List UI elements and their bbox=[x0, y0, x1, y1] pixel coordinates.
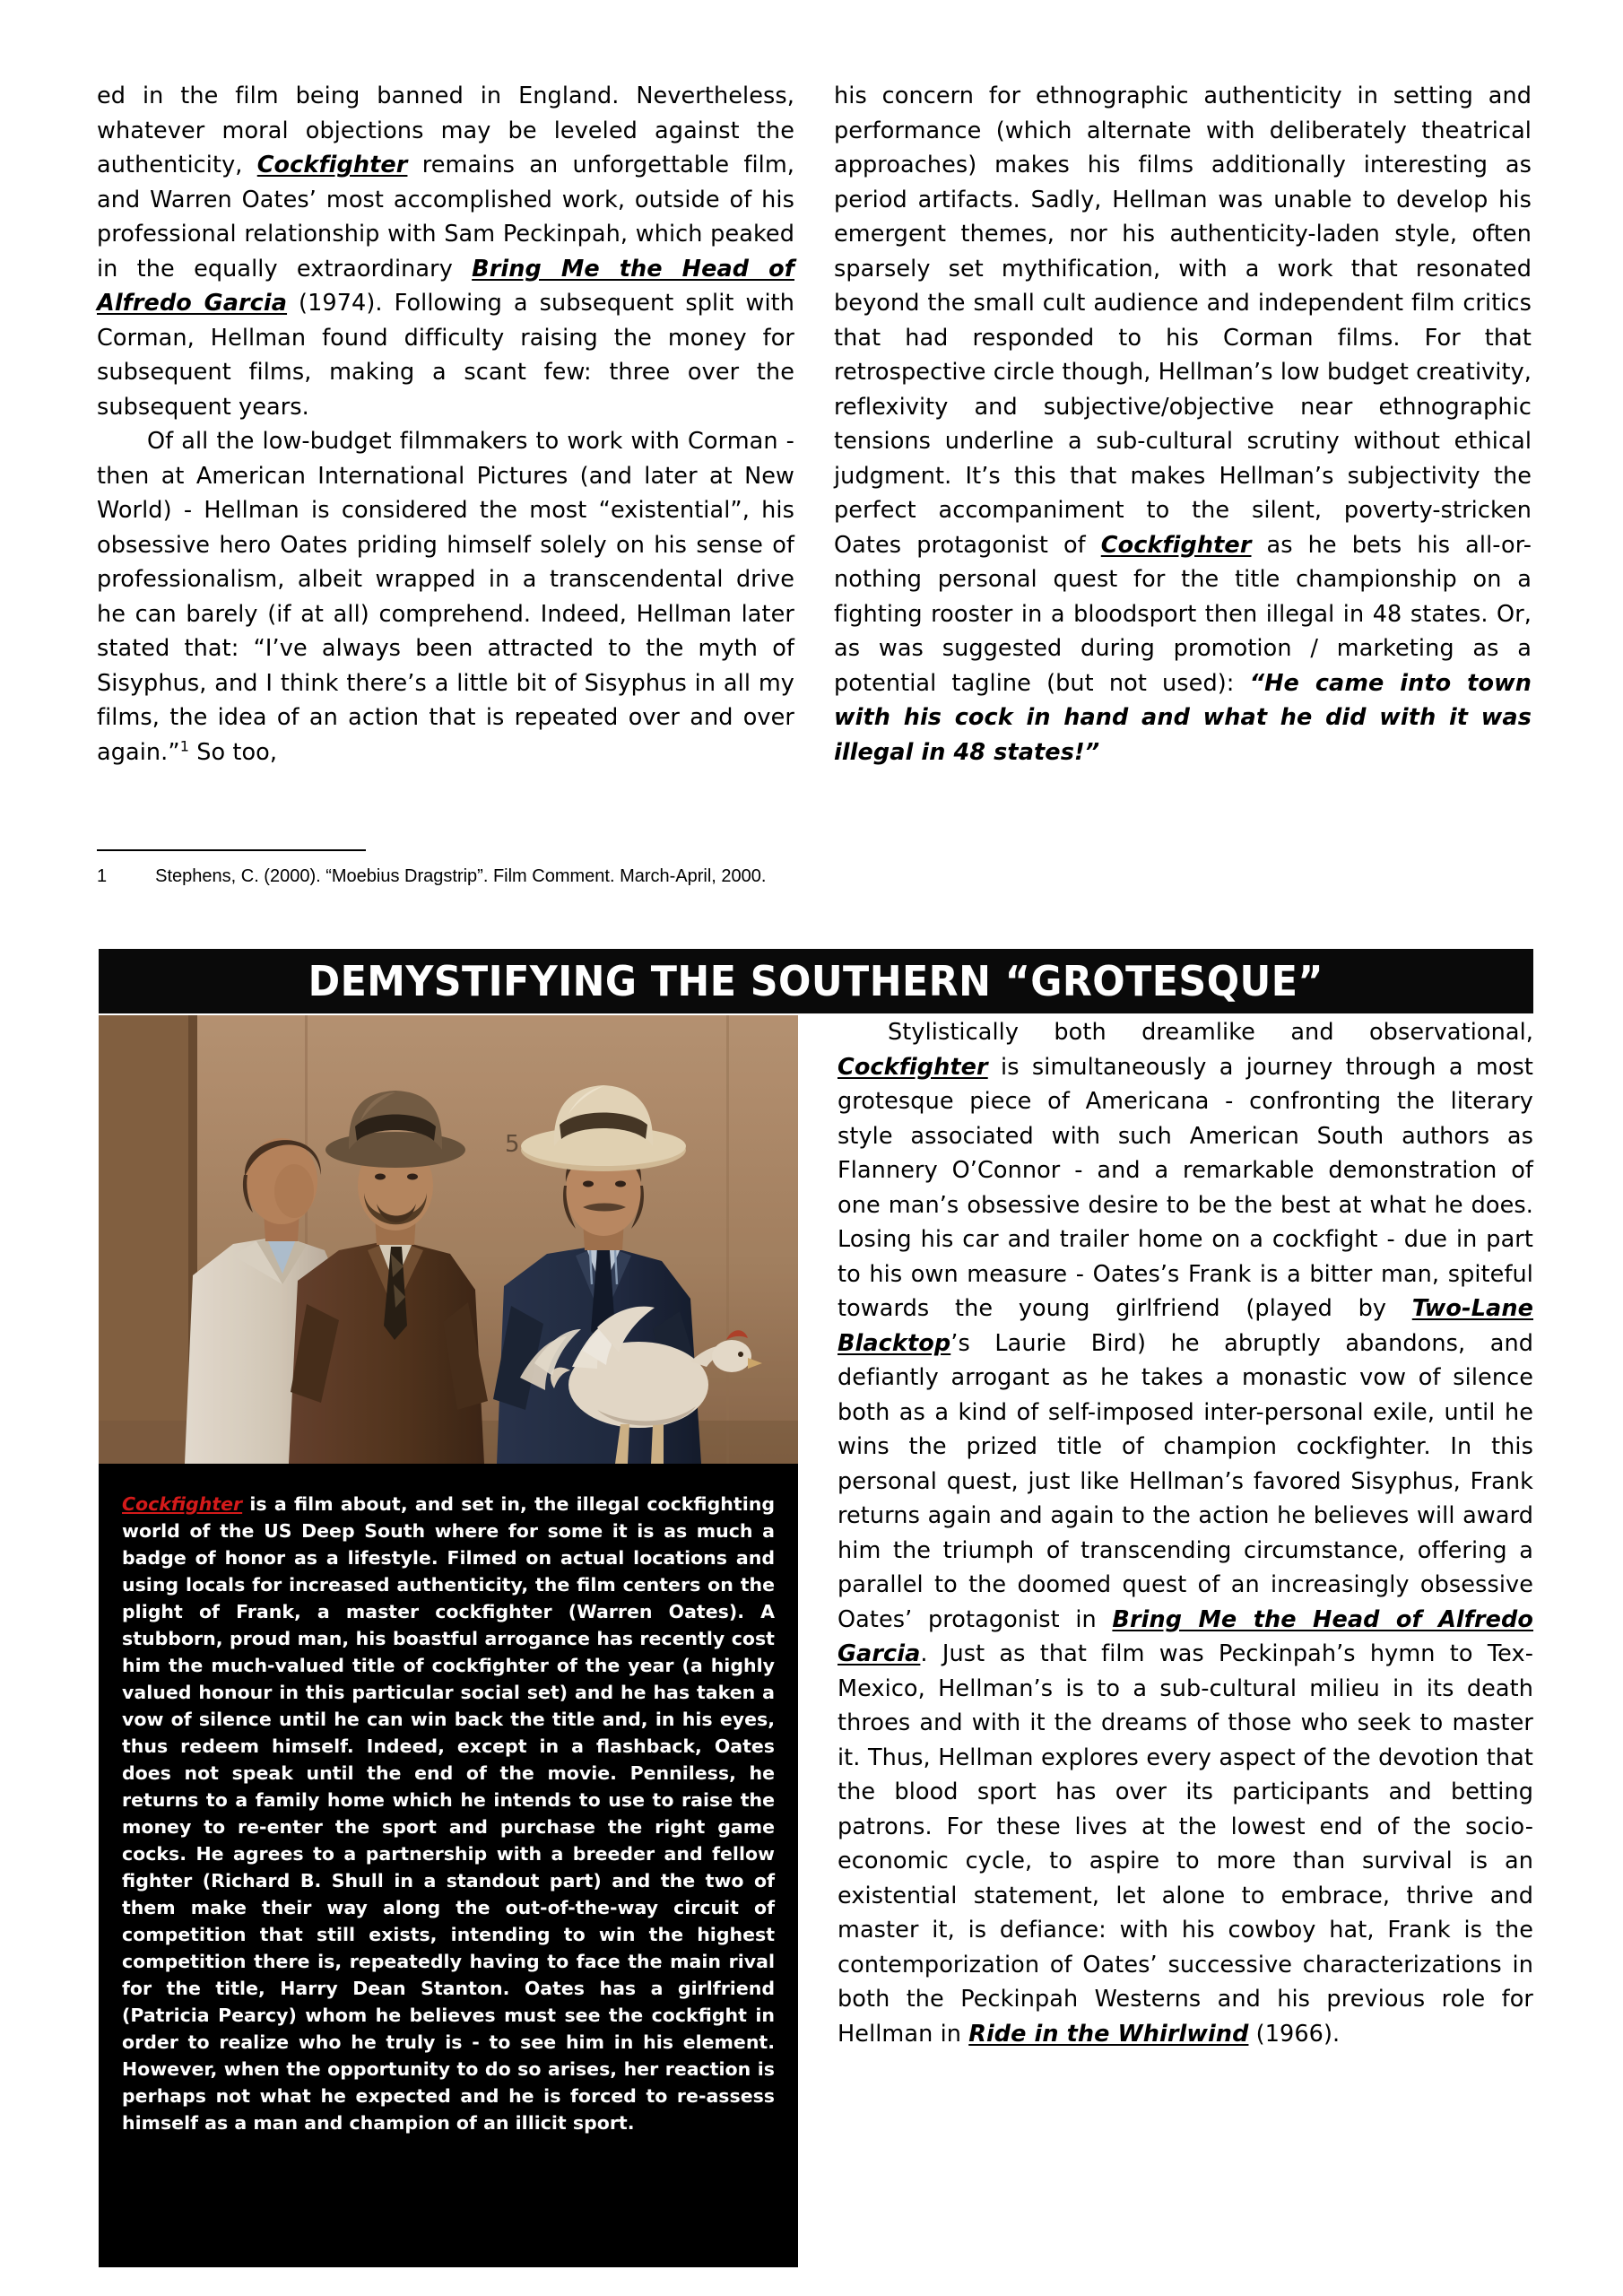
lower-section bbox=[99, 1015, 1533, 2267]
svg-text:5: 5 bbox=[505, 1131, 520, 1158]
left-paragraph-1: ed in the film being banned in England. Nevertheless, whatever moral objections may be leveled against the authenticity, Cockfighter remains an unforgettable film, and Warren Oates’ most accomplished work, outside of his professional relationship with Sam Peckinpah, which peaked in the equally extraordinary Bring Me the Head of Alfredo Garcia (1974). Following a subsequent split with Corman, Hellman found difficulty raising the money for subsequent films, making a scant few: three over the subsequent years. bbox=[97, 83, 794, 421]
footnote-number: 1 bbox=[97, 866, 108, 886]
film-still-photo bbox=[99, 1015, 798, 1464]
footnote-separator bbox=[97, 849, 366, 851]
film-title: Bring Me the Head of Alfredo Garcia bbox=[97, 255, 794, 317]
footnote-marker: 1 bbox=[179, 737, 189, 754]
film-title: Cockfighter bbox=[838, 1053, 988, 1081]
article-top-columns bbox=[97, 79, 1532, 770]
section-banner bbox=[99, 949, 1533, 1013]
film-title: Cockfighter bbox=[1100, 531, 1252, 559]
left-column bbox=[97, 79, 794, 770]
film-still-illustration bbox=[99, 1015, 798, 1464]
photo-caption: Cockfighter is a film about, and set in, the illegal cockfighting world of the US Deep South where for some it is as much a badge of honor as a lifestyle. Filmed on actual locations and using locals for increased authenticity, the film centers on the plight of Frank, a master cockfighter (Warren Oates). A stubborn, proud man, his boastful arrogance has recently cost him the much-valued title of cockfighter of the year (a highly valued honour in this particular social set) and he has taken a vow of silence until he can win back the title and, in his eyes, thus redeem himself. Indeed, except in a flashback, Oates does not speak until the end of the movie. Penniless, he returns to a family home which he intends to use to raise the money to re-enter the sport and purchase the right game cocks. He agrees to a partnership with a breeder and fellow fighter (Richard B. Shull in a standout part) and the two of them make their way along the out-of-the-way circuit of competition that still exists, intending to win the highest competition there is, repeatedly having to face the main rival for the title, Harry Dean Stanton. Oates has a girlfriend (Patricia Pearcy) whom he believes must see the cockfight in order to realize who he truly is - to see him in his element. However, when the opportunity to do so arises, her reaction is perhaps not what he expected and he is forced to re-assess himself as a man and champion of an illicit sport. bbox=[122, 1493, 775, 2134]
lower-right-column bbox=[838, 1015, 1533, 2267]
film-title: Cockfighter bbox=[256, 152, 408, 178]
film-title-highlight: Cockfighter bbox=[122, 1493, 243, 1515]
photo-and-caption-panel bbox=[99, 1015, 798, 2267]
film-title: Ride in the Whirlwind bbox=[968, 2020, 1249, 2048]
film-title: Bring Me the Head of Alfredo Garcia bbox=[838, 1605, 1533, 1667]
footnote-text: Stephens, C. (2000). “Moebius Dragstrip”. Film Comment. March-April, 2000. bbox=[155, 866, 767, 886]
right-paragraph-1: his concern for ethnographic authenticity in setting and performance (which alternate with deliberately theatrical approaches) makes his films additionally interesting as period artifacts. Sadly, Hellman was unable to develop his emergent themes, nor his authenticity-laden style, often sparsely set mythification, with a work that resonated beyond the small cult audience and independent film critics that had responded to his Corman films. For that retrospective circle though, Hellman’s low budget creativity, reflexivity and subjective/objective near ethnographic tensions underline a sub-cultural scrutiny without ethical judgment. It’s this that makes Hellman’s subjectivity the perfect accompaniment to the silent, poverty-stricken Oates protagonist of Cockfighter as he bets his all-or-nothing personal quest for the title championship on a fighting rooster in a bloodsport then illegal in 48 states. Or, as was suggested during promotion / marketing as a potential tagline (but not used): “He came into town with his cock in hand and what he did with it was illegal in 48 states!” bbox=[834, 83, 1532, 766]
tagline-quote: “He came into town with his cock in hand and what he did with it was illegal in 48 states!” bbox=[834, 669, 1532, 766]
left-paragraph-2: Of all the low-budget filmmakers to work with Corman - then at American International Pictures (and later at New World) - Hellman is considered the most “existential”, his obsessive hero Oates priding himself solely on his sense of professionalism, albeit wrapped in a transcendental drive he can barely (if at all) comprehend. Indeed, Hellman later stated that: “I’ve always been attracted to the myth of Sisyphus, and I think there’s a little bit of Sisyphus in all my films, the idea of an action that is repeated over and over again.”$^1$ So too, bbox=[97, 428, 794, 766]
film-title: Two-Lane Blacktop bbox=[838, 1295, 1533, 1357]
lower-paragraph: Stylistically both dreamlike and observational, Cockfighter is simultaneously a journey through a most grotesque piece of Americana - confronting the literary style associated with such American South authors as Flannery O’Connor - and a remarkable demonstration of one man’s obsessive desire to be the best at what he does. Losing his car and trailer home on a cockfight - due in part to his own measure - Oates’s Frank is a bitter man, spiteful towards the young girlfriend (played by Two-Lane Blacktop’s Laurie Bird) he abruptly abandons, and defiantly arrogant as he takes a monastic vow of silence both as a kind of self-imposed inter-personal exile, until he wins the prized title of champion cockfighter. In this personal quest, just like Hellman’s favored Sisyphus, Frank returns again and again to the action he believes will award him the triumph of transcending circumstance, offering a parallel to the doomed quest of an increasingly obsessive Oates’ protagonist in Bring Me the Head of Alfredo Garcia. Just as that film was Peckinpah’s hymn to Tex-Mexico, Hellman’s is to a sub-cultural milieu in its death throes and with it the dreams of those who seek to master it. Thus, Hellman explores every aspect of the devotion that the blood sport has over its participants and betting patrons. For these lives at the lowest end of the socio-economic cycle, to aspire to more than survival is an existential statement, let alone to embrace, thrive and master it, is defiance: with his cowboy hat, Frank is the contemporization of Oates’ successive characterizations in both the Peckinpah Westerns and his previous role for Hellman in Ride in the Whirlwind (1966). bbox=[838, 1019, 1533, 2048]
footnote bbox=[97, 864, 794, 889]
banner-title: DEMYSTIFYING THE SOUTHERN “GROTESQUE” bbox=[308, 957, 1324, 1005]
right-column bbox=[834, 79, 1532, 770]
